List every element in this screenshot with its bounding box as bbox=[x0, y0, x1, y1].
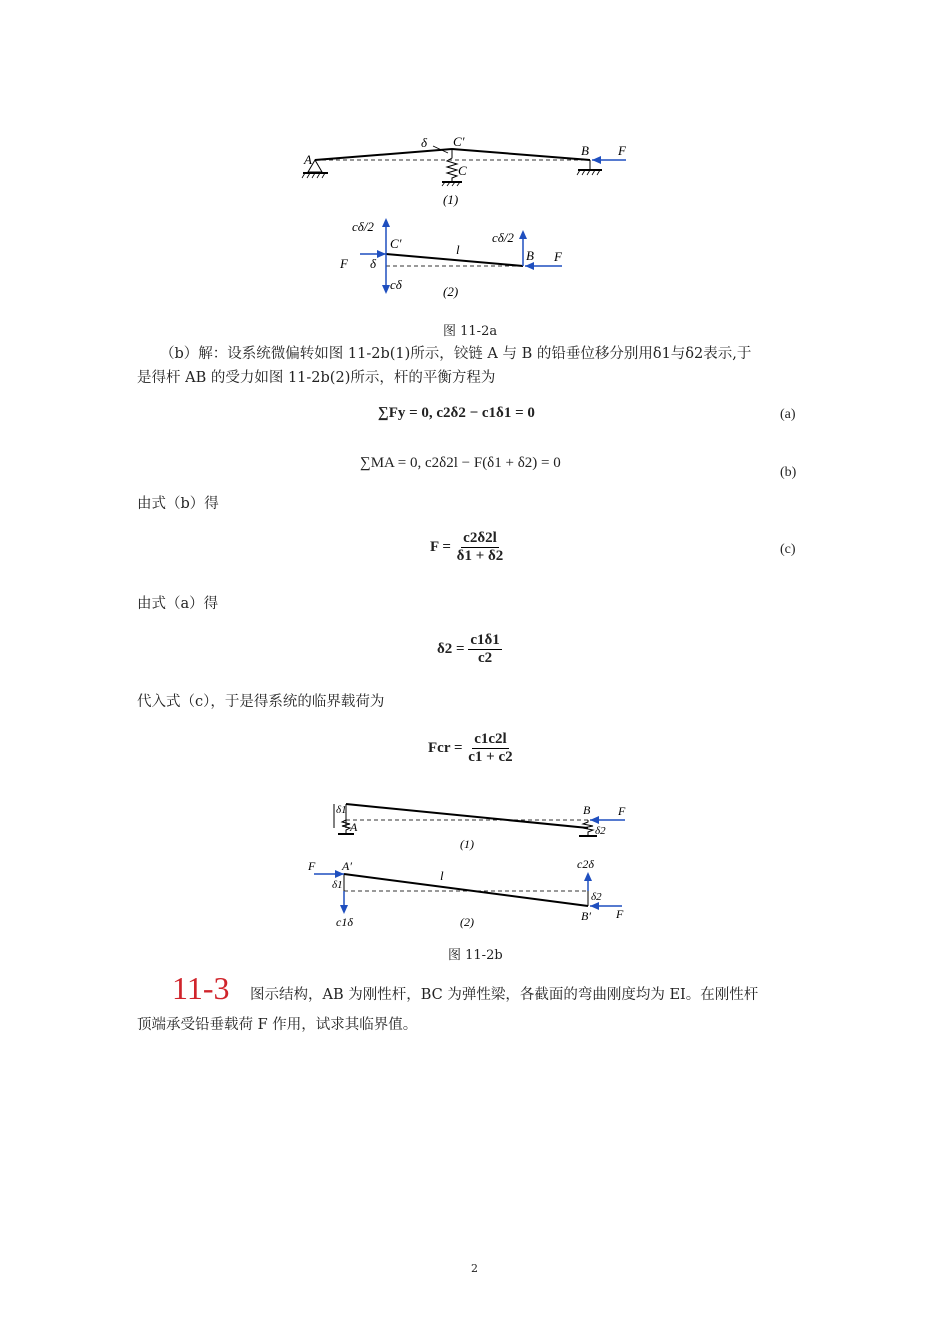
label-delta-2: δ bbox=[370, 256, 377, 271]
label-Aprime: A′ bbox=[342, 859, 352, 873]
label-cd2-left: cδ/2 bbox=[352, 219, 374, 234]
label-C: C bbox=[458, 163, 467, 178]
label-delta: δ bbox=[421, 135, 428, 150]
label-Cprime-2: C′ bbox=[390, 236, 402, 251]
equation-c bbox=[430, 530, 505, 565]
sub-caption-2: (2) bbox=[443, 284, 459, 299]
from-eq-a: 由式（a）得 bbox=[137, 596, 219, 612]
equation-delta2-lhs: δ2 = bbox=[437, 640, 465, 657]
label-F: F bbox=[618, 804, 626, 818]
label-F-right: F bbox=[554, 249, 562, 264]
equation-b-label: (b) bbox=[780, 465, 797, 480]
label-B: B bbox=[581, 143, 589, 158]
equation-fcr-fraction bbox=[466, 731, 514, 766]
equation-fcr bbox=[428, 731, 515, 766]
label-delta2: δ2 bbox=[595, 825, 606, 837]
figure-11-2b-part2 bbox=[300, 852, 640, 934]
label-cd: cδ bbox=[390, 277, 402, 292]
sub-caption-2: (2) bbox=[460, 915, 474, 929]
equation-c-label: (c) bbox=[780, 542, 796, 557]
equation-a: ∑Fy = 0, c2δ2 − c1δ1 = 0 bbox=[378, 405, 535, 421]
equation-delta2-denominator: c2 bbox=[477, 650, 493, 666]
equation-c-lhs: F = bbox=[430, 538, 451, 555]
figure-caption-11-2b: 图 11-2b bbox=[448, 948, 503, 963]
problem-line-2: 顶端承受铅垂载荷 F 作用，试求其临界值。 bbox=[137, 1017, 418, 1033]
figure-11-2b-part1 bbox=[320, 798, 640, 854]
label-B: B bbox=[583, 803, 591, 817]
label-F-right: F bbox=[616, 907, 624, 921]
equation-fcr-numerator: c1c2l bbox=[474, 731, 507, 747]
sub-caption-1: (1) bbox=[460, 837, 474, 851]
equation-delta2 bbox=[437, 632, 502, 667]
label-c2d: c2δ bbox=[577, 857, 594, 871]
equation-fcr-denominator: c1 + c2 bbox=[468, 749, 513, 765]
equation-delta2-fraction bbox=[468, 632, 501, 667]
substitute-text: 代入式（c），于是得系统的临界载荷为 bbox=[137, 694, 385, 710]
label-Bprime: B′ bbox=[581, 909, 591, 923]
figure-caption-11-2a: 图 11-2a bbox=[443, 324, 498, 339]
label-delta1: δ1 bbox=[336, 804, 347, 816]
equation-c-fraction bbox=[455, 530, 506, 565]
equation-delta2-numerator: c1δ1 bbox=[470, 632, 500, 648]
sub-caption-1: (1) bbox=[443, 192, 459, 207]
label-l: l bbox=[440, 868, 444, 883]
paragraph-line-2: 是得杆 AB 的受力如图 11-2b(2)所示，杆的平衡方程为 bbox=[137, 370, 496, 386]
label-c1d: c1δ bbox=[336, 915, 353, 929]
figure-11-2a-part1 bbox=[290, 128, 650, 210]
problem-line-1: 图示结构，AB 为刚性杆，BC 为弹性梁，各截面的弯曲刚度均为 EI。在刚性杆 bbox=[250, 987, 759, 1003]
label-F-left: F bbox=[308, 859, 316, 873]
label-A: A bbox=[350, 820, 358, 834]
from-eq-b: 由式（b）得 bbox=[137, 496, 219, 512]
label-delta2-2: δ2 bbox=[591, 891, 602, 903]
equation-b: ∑MA = 0, c2δ2l − F(δ1 + δ2) = 0 bbox=[360, 455, 561, 471]
label-A: A bbox=[304, 152, 312, 167]
page-number: 2 bbox=[471, 1262, 478, 1275]
problem-number: 11-3 bbox=[172, 970, 230, 1006]
equation-c-denominator: δ1 + δ2 bbox=[456, 548, 504, 564]
label-B-2: B bbox=[526, 248, 534, 263]
equation-a-label: (a) bbox=[780, 407, 796, 422]
label-F-left: F bbox=[340, 256, 348, 271]
figure-11-2a-part2 bbox=[330, 214, 590, 306]
equation-fcr-lhs: Fcr = bbox=[428, 739, 463, 756]
equation-c-numerator: c2δ2l bbox=[463, 530, 497, 546]
paragraph-line-1: （b）解：设系统微偏转如图 11-2b(1)所示，铰链 A 与 B 的铅垂位移分别用δ1与δ2表示,于 bbox=[160, 346, 752, 362]
label-F: F bbox=[618, 143, 626, 158]
label-cd2-right: cδ/2 bbox=[492, 230, 514, 245]
label-Cprime: C′ bbox=[453, 134, 465, 149]
label-l: l bbox=[456, 242, 460, 257]
label-delta1-2: δ1 bbox=[332, 879, 343, 891]
